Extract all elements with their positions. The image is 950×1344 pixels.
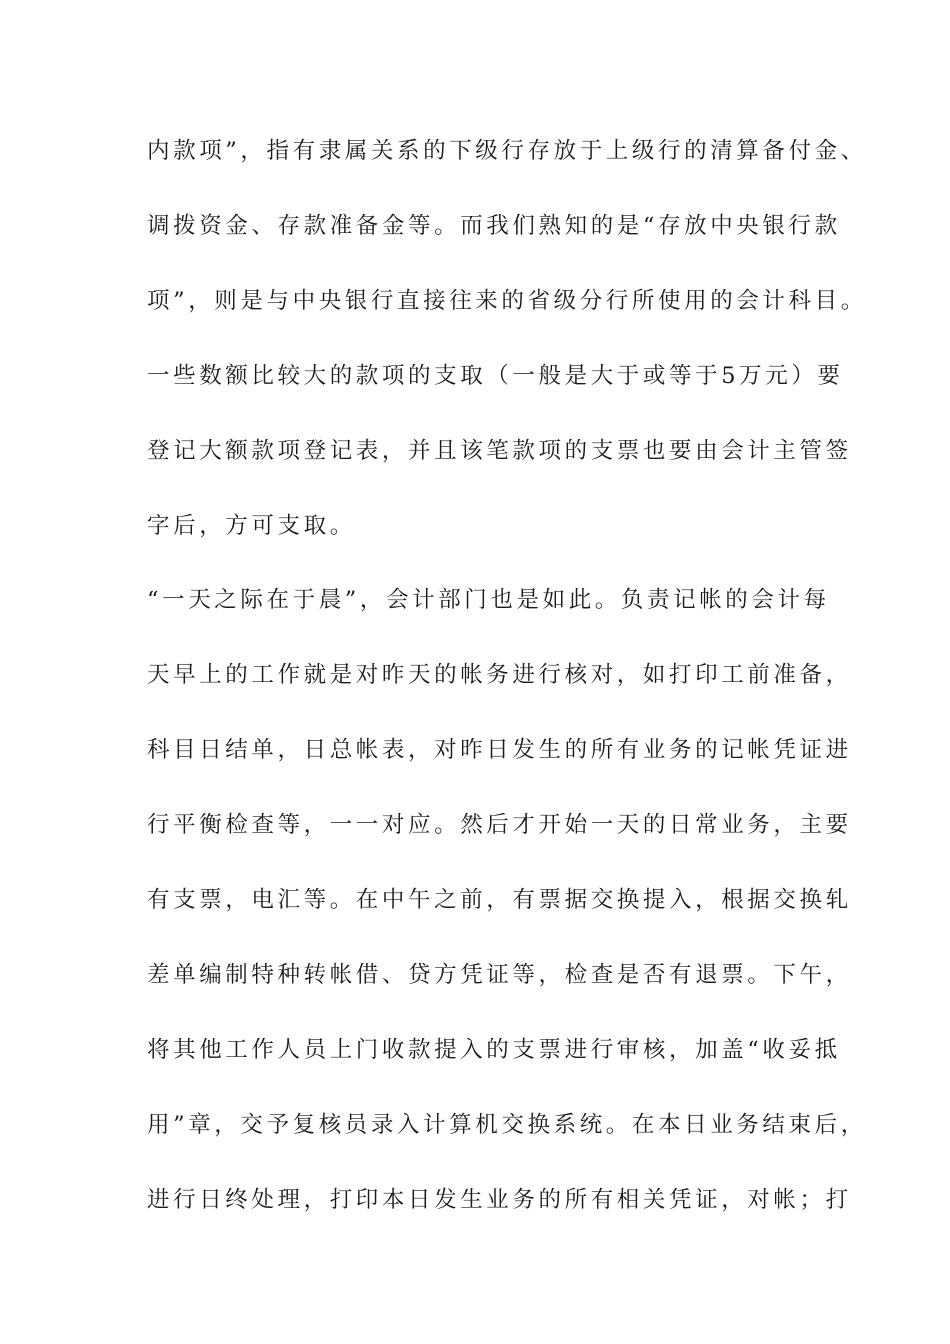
text-line: 调拨资金、存款准备金等。而我们熟知的是“存放中央银行款 xyxy=(147,213,841,239)
text-line: 进行日终处理，打印本日发生业务的所有相关凭证，对帐；打 xyxy=(147,1187,852,1213)
text-line: 天早上的工作就是对昨天的帐务进行核对，如打印工前准备， xyxy=(147,662,852,688)
text-line: 字后，方可支取。 xyxy=(147,513,356,539)
text-line: 内款项”，指有隶属关系的下级行存放于上级行的清算备付金、 xyxy=(147,138,867,164)
text-line: 一些数额比较大的款项的支取（一般是大于或等于5万元）要 xyxy=(147,363,844,389)
text-line: 项”，则是与中央银行直接往来的省级分行所使用的会计科目。 xyxy=(147,288,867,314)
text-line: 用”章，交予复核员录入计算机交换系统。在本日业务结束后， xyxy=(147,1112,867,1138)
text-line: 差单编制特种转帐借、贷方凭证等，检查是否有退票。下午， xyxy=(147,962,852,988)
text-line: 科目日结单，日总帐表，对昨日发生的所有业务的记帐凭证进 xyxy=(147,737,852,763)
text-line: 将其他工作人员上门收款提入的支票进行审核，加盖“收妥抵 xyxy=(147,1037,841,1063)
text-line: 登记大额款项登记表，并且该笔款项的支票也要由会计主管签 xyxy=(147,438,852,464)
text-line: 有支票，电汇等。在中午之前，有票据交换提入，根据交换轧 xyxy=(147,887,852,913)
text-line: “一天之际在于晨”，会计部门也是如此。负责记帐的会计每 xyxy=(147,587,830,613)
text-line: 行平衡检查等，一一对应。然后才开始一天的日常业务，主要 xyxy=(147,812,852,838)
